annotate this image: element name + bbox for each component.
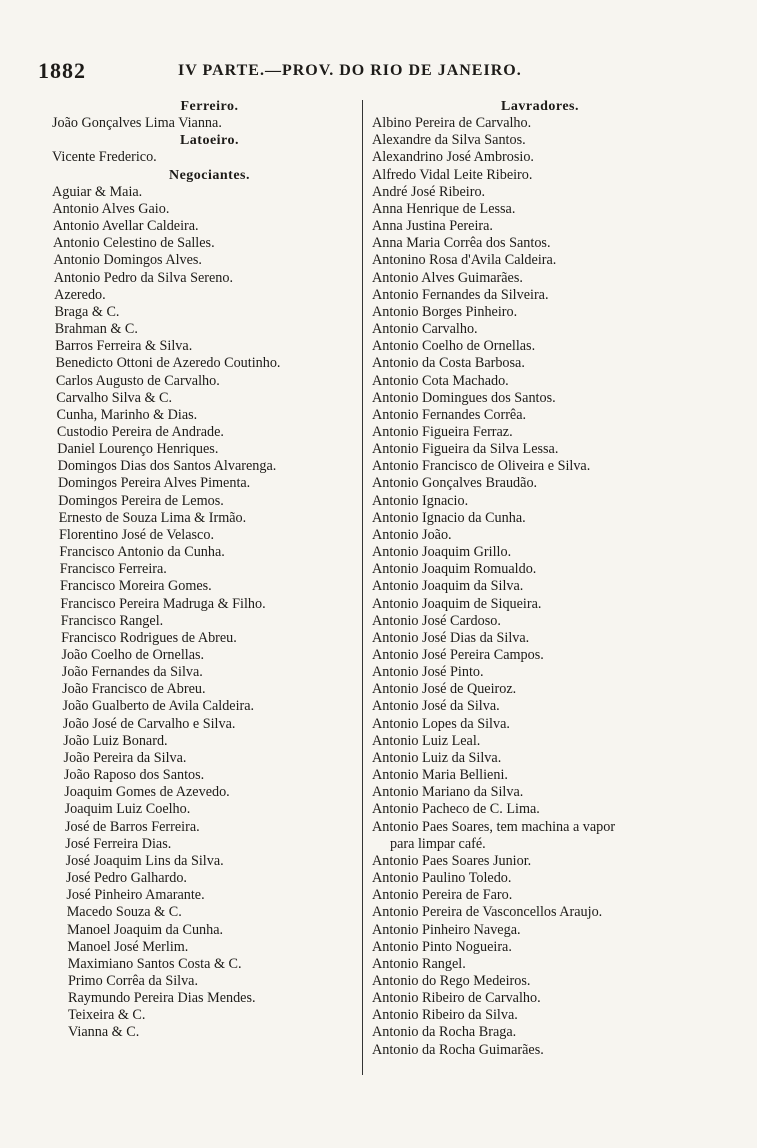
- list-item: Antonio Luiz Leal.: [372, 732, 481, 749]
- list-item: Antonio Avellar Caldeira.: [52, 218, 199, 235]
- section-heading: Ferreiro.: [180, 99, 239, 114]
- list-item: Antonio Fernandes da Silveira.: [372, 286, 549, 303]
- list-item: Antonio Borges Pinheiro.: [372, 303, 518, 320]
- list-item: Antonio Domingos Alves.: [53, 252, 202, 269]
- list-item: Antonio Pacheco de C. Lima.: [372, 801, 540, 818]
- list-item: Antonio João.: [372, 526, 452, 543]
- page-number: 1882: [38, 58, 86, 83]
- list-item: Cunha, Marinho & Dias.: [56, 406, 198, 423]
- list-item: Antonio Carvalho.: [372, 321, 478, 338]
- list-item: Antonio Lopes da Silva.: [372, 715, 510, 732]
- list-item: João Fernandes da Silva.: [61, 664, 203, 681]
- list-item: Domingos Dias dos Santos Alvarenga.: [57, 458, 277, 475]
- list-item: Antonio Paes Soares Junior.: [372, 852, 532, 869]
- list-item: Manoel José Merlim.: [67, 938, 189, 955]
- list-item: Carvalho Silva & C.: [56, 389, 173, 406]
- list-item: João Pereira da Silva.: [63, 749, 187, 766]
- list-item: Antonio Fernandes Corrêa.: [372, 406, 527, 423]
- list-item: Anna Henrique de Lessa.: [372, 200, 516, 217]
- list-item: José Pinheiro Amarante.: [66, 887, 205, 904]
- running-head: IV PARTE.—PROV. DO RIO DE JANEIRO.: [178, 62, 522, 79]
- list-item: João Gualberto de Avila Caldeira.: [62, 698, 255, 715]
- list-item: João Francisco de Abreu.: [62, 681, 206, 698]
- list-item: José Ferreira Dias.: [65, 835, 172, 852]
- list-item: Antonio Paulino Toledo.: [372, 870, 512, 887]
- list-item: Antonio Alves Gaio.: [52, 200, 170, 217]
- list-item: Francisco Rodrigues de Abreu.: [61, 629, 237, 646]
- list-item: Antonio da Rocha Guimarães.: [372, 1041, 544, 1058]
- list-item: Ernesto de Souza Lima & Irmão.: [58, 509, 247, 526]
- list-item: Antonio Ribeiro da Silva.: [372, 1007, 518, 1024]
- list-item: Antonio José da Silva.: [372, 698, 500, 715]
- list-item: Antonio Pereira de Faro.: [372, 887, 513, 904]
- list-item: Antonio Francisco de Oliveira e Silva.: [372, 458, 591, 475]
- list-item: Antonio José Cardoso.: [372, 612, 501, 629]
- list-item: Antonio da Rocha Braga.: [372, 1024, 517, 1041]
- list-item: Barros Ferreira & Silva.: [55, 338, 193, 355]
- list-item: Maximiano Santos Costa & C.: [67, 955, 242, 972]
- section-heading-lavradores: Lavradores.: [501, 99, 579, 114]
- list-item: Benedicto Ottoni de Azeredo Coutinho.: [55, 355, 281, 372]
- list-item: Antonino Rosa d'Avila Caldeira.: [372, 252, 557, 269]
- section-heading: Negociantes.: [168, 167, 251, 183]
- list-item: Antonio Pereira de Vasconcellos Araujo.: [372, 904, 603, 921]
- list-item: Custodio Pereira de Andrade.: [56, 423, 224, 440]
- list-item: Francisco Pereira Madruga & Filho.: [60, 595, 266, 612]
- list-item: Antonio Maria Bellieni.: [372, 767, 508, 784]
- list-item: Manoel Joaquim da Cunha.: [67, 921, 224, 938]
- list-item: Antonio Ignacio.: [372, 492, 469, 509]
- list-item: Antonio Paes Soares, tem machina a vapor: [372, 818, 616, 835]
- list-item: Raymundo Pereira Dias Mendes.: [68, 990, 256, 1007]
- list-item: Antonio Gonçalves Braudão.: [372, 475, 538, 492]
- list-item: Antonio José Pinto.: [372, 664, 484, 681]
- list-item: Domingos Pereira Alves Pimenta.: [57, 475, 251, 492]
- list-item: Antonio Joaquim da Silva.: [372, 578, 524, 595]
- list-item: André José Ribeiro.: [372, 183, 486, 200]
- list-item: para limpar café.: [390, 835, 486, 852]
- list-item: Francisco Ferreira.: [59, 561, 167, 578]
- list-item: Antonio José de Queiroz.: [372, 681, 517, 698]
- list-item: João Raposo dos Santos.: [63, 767, 205, 784]
- list-item: Aguiar & Maia.: [52, 183, 143, 200]
- list-item: Joaquim Luiz Coelho.: [64, 801, 191, 818]
- list-item: Antonio do Rego Medeiros.: [372, 972, 531, 989]
- list-item: José Pedro Galhardo.: [66, 870, 187, 887]
- list-item: João Coelho de Ornellas.: [61, 647, 205, 663]
- list-item: Antonio Mariano da Silva.: [372, 784, 524, 801]
- list-item: Antonio Pedro da Silva Sereno.: [53, 269, 234, 286]
- list-item: Antonio Cota Machado.: [372, 372, 509, 389]
- list-item: Antonio Pinheiro Navega.: [372, 921, 521, 938]
- list-item: Antonio Joaquim de Siqueira.: [372, 595, 542, 612]
- list-item: Macedo Souza & C.: [66, 904, 182, 921]
- list-item: Alfredo Vidal Leite Ribeiro.: [372, 166, 533, 183]
- list-item: Brahman & C.: [54, 321, 138, 338]
- list-item: Primo Corrêa da Silva.: [68, 972, 199, 989]
- list-item: Antonio Rangel.: [372, 955, 466, 972]
- list-item: Antonio José Pereira Campos.: [372, 647, 544, 663]
- list-item: José Joaquim Lins da Silva.: [65, 852, 224, 869]
- list-item: Francisco Rangel.: [60, 612, 164, 629]
- list-item: Daniel Lourenço Henriques.: [57, 441, 219, 458]
- list-item: Florentino José de Velasco.: [59, 526, 214, 543]
- list-item: Antonio Figueira da Silva Lessa.: [372, 441, 559, 458]
- list-item: Albino Pereira de Carvalho.: [372, 115, 532, 132]
- list-item: Braga & C.: [54, 303, 120, 320]
- list-item: Antonio Celestino de Salles.: [53, 235, 215, 252]
- list-item: Antonio Pinto Nogueira.: [372, 938, 512, 955]
- list-item: João Gonçalves Lima Vianna.: [52, 115, 222, 132]
- list-item: Antonio Ribeiro de Carvalho.: [372, 990, 541, 1007]
- list-item: Anna Maria Corrêa dos Santos.: [372, 235, 551, 252]
- list-item: Antonio Joaquim Romualdo.: [372, 561, 537, 578]
- right-column: [370, 98, 710, 1059]
- list-item: Francisco Moreira Gomes.: [60, 578, 212, 595]
- list-item: Francisco Antonio da Cunha.: [59, 544, 225, 561]
- list-item: Antonio Domingues dos Santos.: [372, 389, 556, 406]
- list-item: João José de Carvalho e Silva.: [62, 715, 236, 732]
- list-item: José de Barros Ferreira.: [64, 818, 200, 835]
- list-item: João Luiz Bonard.: [63, 732, 168, 749]
- column-divider: [362, 100, 363, 1075]
- list-item: Joaquim Gomes de Azevedo.: [64, 784, 230, 801]
- list-item: Carlos Augusto de Carvalho.: [55, 372, 220, 389]
- section-heading: Latoeiro.: [179, 133, 240, 149]
- list-item: Azeredo.: [54, 286, 106, 303]
- list-item: Vianna & C.: [68, 1024, 140, 1041]
- list-item: Antonio Alves Guimarães.: [372, 269, 523, 286]
- list-item: Antonio Ignacio da Cunha.: [372, 509, 526, 526]
- list-item: Antonio José Dias da Silva.: [372, 629, 530, 646]
- list-item: Anna Justina Pereira.: [372, 218, 493, 235]
- list-item: Alexandrino José Ambrosio.: [372, 149, 534, 166]
- list-item: Teixeira & C.: [68, 1007, 146, 1024]
- list-item: Antonio Figueira Ferraz.: [372, 423, 513, 440]
- list-item: Alexandre da Silva Santos.: [372, 132, 526, 149]
- list-item: Antonio Luiz da Silva.: [372, 749, 502, 766]
- list-item: Antonio Coelho de Ornellas.: [372, 338, 536, 355]
- list-item: Antonio da Costa Barbosa.: [372, 355, 525, 372]
- list-item: Domingos Pereira de Lemos.: [58, 492, 224, 509]
- list-item: Antonio Joaquim Grillo.: [372, 544, 512, 561]
- list-item: Vicente Frederico.: [52, 149, 157, 166]
- left-column: [52, 98, 357, 1042]
